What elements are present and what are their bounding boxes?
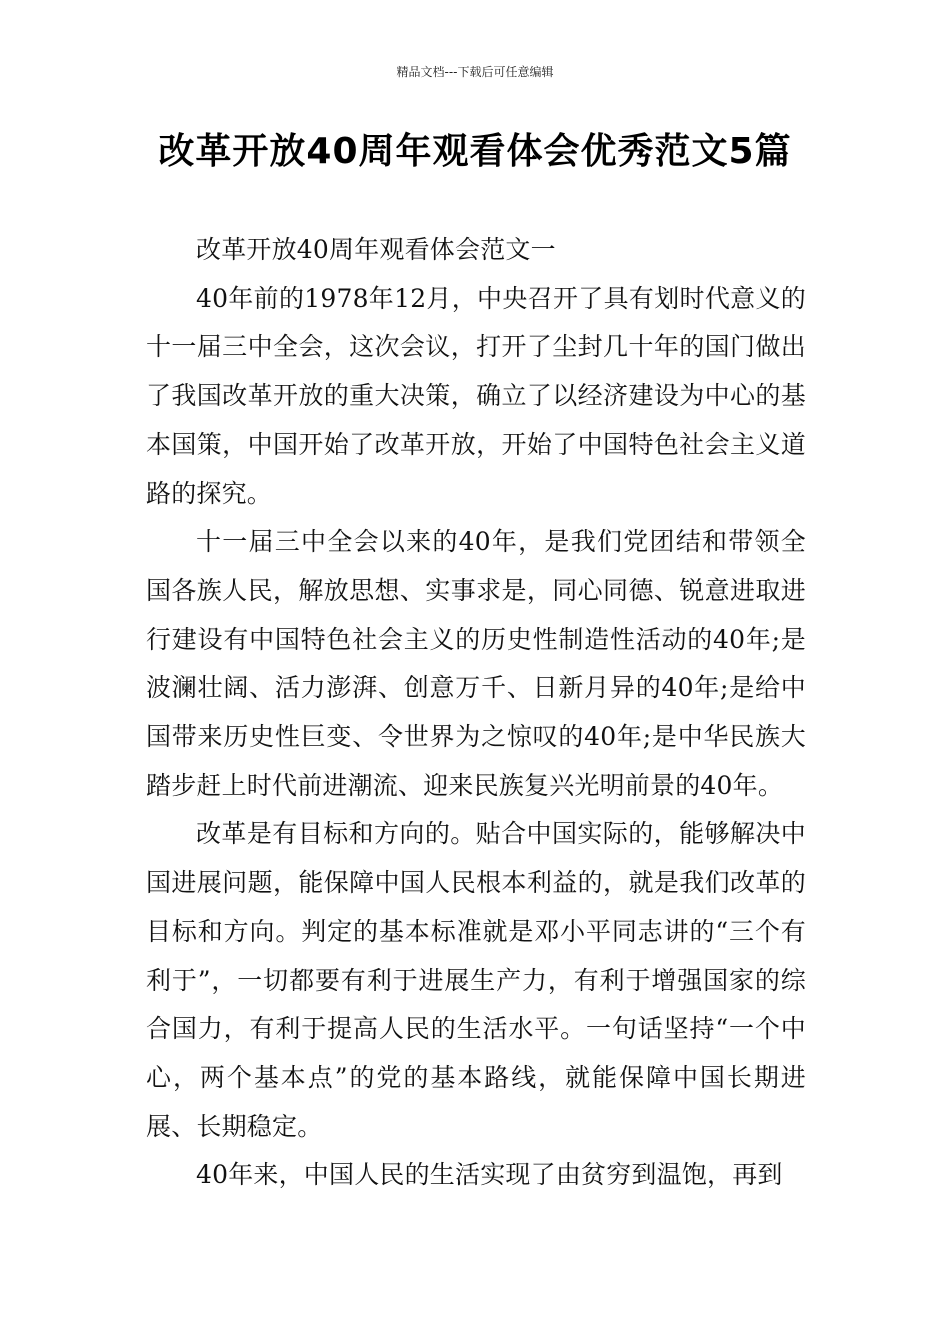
paragraph: 十一届三中全会以来的40年，是我们党团结和带领全国各族人民，解放思想、实事求是，同心同德、锐意进取进行建设有中国特色社会主义的历史性制造性活动的40年;是波澜壮阔、活力澎湃、创意万千、日新月异的40年;是给中国带来历史性巨变、令世界为之惊叹的40年;是中华民族大踏步赶上时代前进潮流、迎来民族复兴光明前景的40年。 [146, 527, 806, 800]
header-note: 精品文档---下载后可任意编辑 [396, 65, 554, 79]
document-body [146, 226, 806, 1200]
document-title: 改革开放40周年观看体会优秀范文5篇 [158, 131, 792, 172]
section-heading: 改革开放40周年观看体会范文一 [196, 235, 556, 264]
paragraph: 40年来，中国人民的生活实现了由贫穷到温饱，再到 [196, 1160, 783, 1190]
paragraph: 40年前的1978年12月，中央召开了具有划时代意义的十一届三中全会，这次会议，打开了尘封几十年的国门做出了我国改革开放的重大决策，确立了以经济建设为中心的基本国策，中国开始了改革开放，开始了中国特色社会主义道路的探究。 [146, 283, 806, 508]
paragraph: 改革是有目标和方向的。贴合中国实际的，能够解决中国进展问题，能保障中国人民根本利益的，就是我们改革的目标和方向。判定的基本标准就是邓小平同志讲的“三个有利于”，一切都要有利于进展生产力，有利于增强国家的综合国力，有利于提高人民的生活水平。一句话坚持“一个中心，两个基本点”的党的基本路线，就能保障中国长期进展、长期稳定。 [146, 819, 806, 1141]
